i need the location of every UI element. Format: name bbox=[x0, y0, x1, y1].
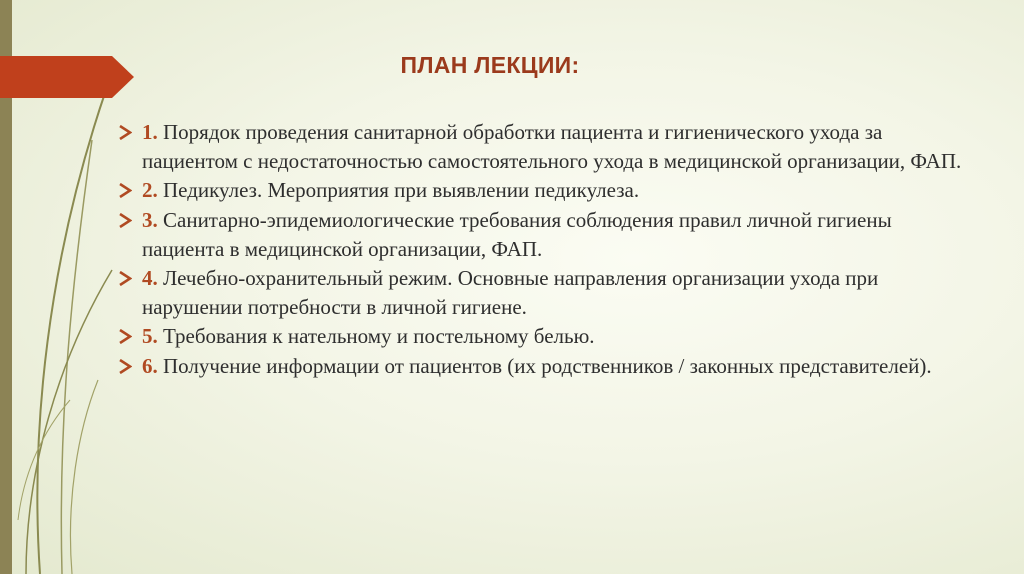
list-item bbox=[118, 206, 968, 264]
item-text: Санитарно-эпидемиологические требования соблюдения правил личной гигиены пациента в медицинской организации, ФАП. bbox=[142, 207, 892, 261]
chevron-right-icon bbox=[118, 183, 132, 198]
item-text: Требования к нательному и постельному белью. bbox=[157, 324, 595, 349]
chevron-right-icon bbox=[118, 329, 132, 344]
item-number: 1. bbox=[142, 120, 158, 144]
chevron-right-icon bbox=[118, 213, 132, 228]
chevron-right-icon bbox=[118, 359, 132, 374]
lecture-plan-list bbox=[118, 118, 968, 381]
item-text: Получение информации от пациентов (их родственников / законных представителей). bbox=[157, 353, 932, 378]
list-item bbox=[118, 352, 968, 381]
slide-title: ПЛАН ЛЕКЦИИ: bbox=[400, 52, 580, 78]
item-text: Лечебно-охранительный режим. Основные направления организации ухода при нарушении потребности в личной гигиене. bbox=[142, 266, 879, 320]
item-number: 4. bbox=[142, 266, 158, 291]
list-item bbox=[118, 176, 968, 205]
item-number: 2. bbox=[142, 178, 158, 203]
item-text: Порядок проведения санитарной обработки пациента и гигиенического ухода за пациентом с недостаточностью самостоятельного ухода в медицинской организации, ФАП. bbox=[142, 120, 962, 174]
list-item bbox=[118, 118, 968, 176]
item-text: Педикулез. Мероприятия при выявлении педикулеза. bbox=[157, 178, 640, 203]
list-item bbox=[118, 264, 968, 322]
list-item bbox=[118, 322, 968, 351]
item-number: 3. bbox=[142, 207, 158, 232]
item-number: 5. bbox=[142, 324, 158, 349]
chevron-right-icon bbox=[118, 125, 132, 140]
chevron-right-icon bbox=[118, 271, 132, 286]
item-number: 6. bbox=[142, 353, 158, 378]
